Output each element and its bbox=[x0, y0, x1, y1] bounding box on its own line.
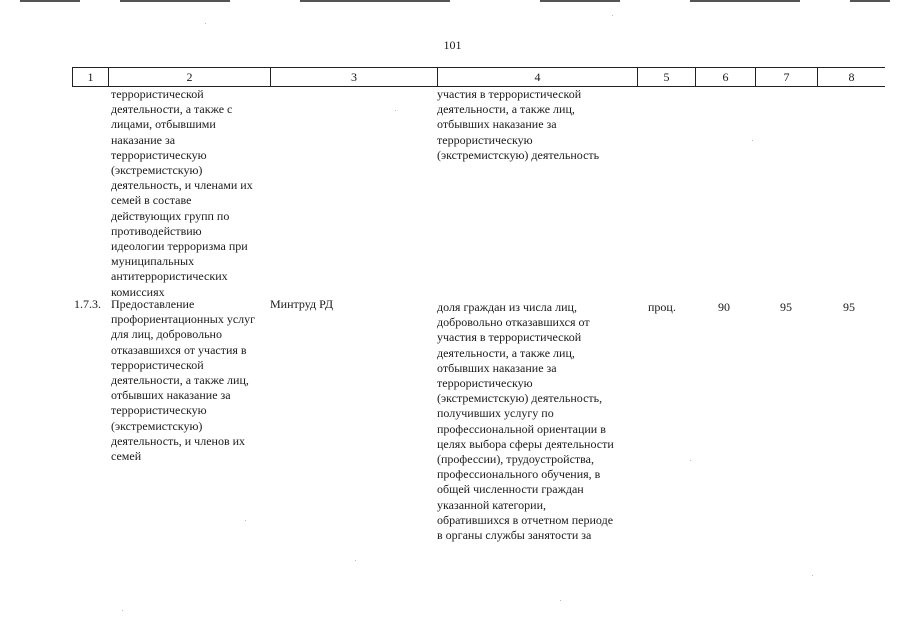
top-rule-segment bbox=[690, 0, 800, 2]
header-col-2: 2 bbox=[109, 68, 271, 86]
top-rule-segment bbox=[20, 0, 80, 2]
scan-speck bbox=[612, 15, 613, 16]
scan-speck bbox=[752, 140, 753, 141]
top-rule-segment bbox=[120, 0, 230, 2]
header-col-6: 6 bbox=[696, 68, 756, 86]
scan-speck bbox=[205, 23, 206, 24]
scan-speck bbox=[355, 560, 356, 561]
header-col-8: 8 bbox=[848, 70, 855, 84]
indicator-text: доля граждан из числа лиц, добровольно отказавшихся от участия в террористической деятельности, а также лиц, отбывших наказание за террористическую (экстремистскую) деятельность, получивших услугу по профессиональной ориентации в целях выбора сферы деятельности (профессии), трудоустройства, профессионального обучения, в общей численности граждан указанной категории, обратившихся в отчетном периоде в органы службы занятости за bbox=[437, 300, 614, 543]
scan-speck bbox=[560, 600, 561, 601]
value-col-6: 90 bbox=[718, 300, 730, 314]
continued-measure-text: террористической деятельности, а также с лицами, отбывшими наказание за террористическую (экстремистскую) деятельность, и членами их семей в составе действующих групп по противодействию идеологии терроризма при муниципальных антитеррористических комиссиях bbox=[111, 87, 253, 299]
executor-text: Минтруд РД bbox=[270, 297, 334, 311]
scan-speck bbox=[812, 575, 813, 576]
scan-speck bbox=[395, 110, 396, 111]
scan-speck bbox=[245, 520, 246, 521]
header-col-4: 4 bbox=[438, 68, 638, 86]
unit-text: проц. bbox=[648, 300, 676, 314]
table-header-row bbox=[72, 67, 885, 87]
page-number: 101 bbox=[443, 38, 462, 52]
header-col-7: 7 bbox=[756, 68, 818, 86]
scan-speck bbox=[122, 610, 123, 611]
value-col-7: 95 bbox=[780, 300, 792, 314]
header-col-1: 1 bbox=[73, 68, 109, 86]
measure-text: Предоставление профориентационных услуг для лиц, добровольно отказавшихся от участия в террористической деятельности, а также лиц, отбывших наказание за террористическую (экстремистскую) деятельность, и членов их семей bbox=[111, 297, 256, 464]
top-rule-segment bbox=[300, 0, 450, 2]
continued-indicator-text: участия в террористической деятельности, а также лиц, отбывших наказание за террористическую (экстремистскую) деятельность bbox=[437, 87, 600, 162]
scan-speck bbox=[690, 460, 691, 461]
top-rule-segment bbox=[850, 0, 890, 2]
header-col-3: 3 bbox=[271, 68, 438, 86]
header-col-5: 5 bbox=[638, 68, 696, 86]
value-col-8: 95 bbox=[843, 300, 855, 314]
row-number: 1.7.3. bbox=[74, 297, 101, 311]
top-rule-segment bbox=[540, 0, 620, 2]
